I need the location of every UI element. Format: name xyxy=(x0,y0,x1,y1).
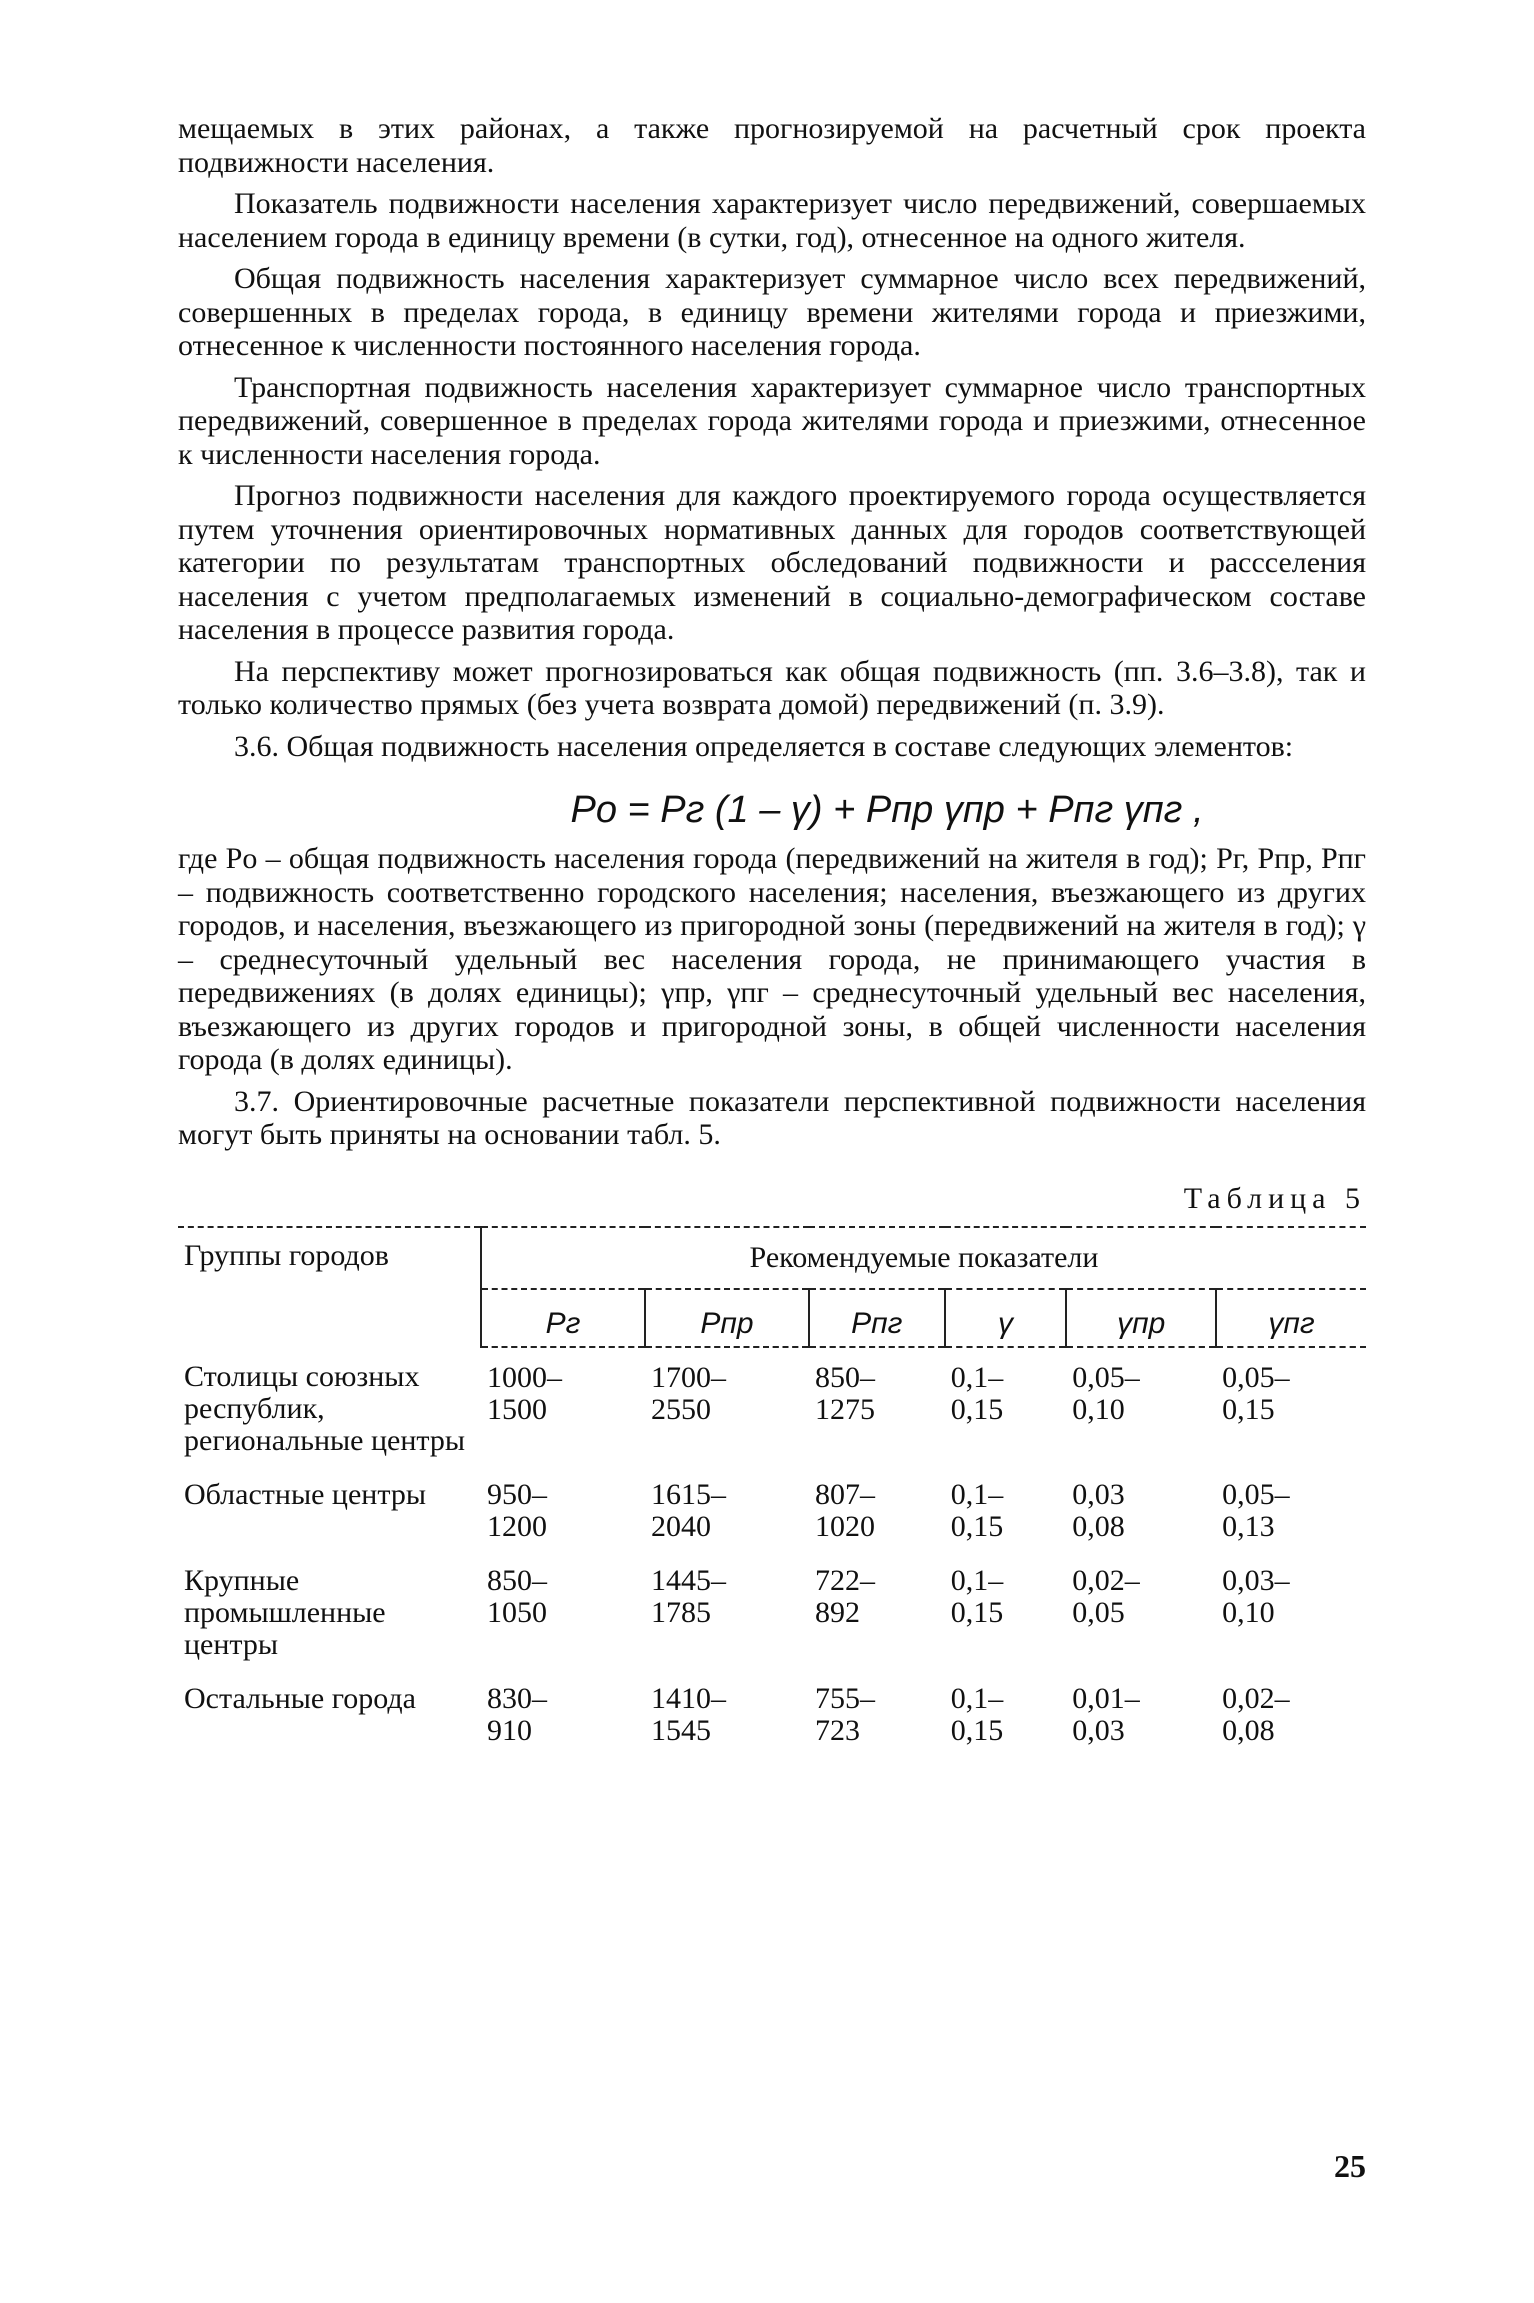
paragraph-continuation: мещаемых в этих районах, а также прогнозируемой на расчетный срок проекта подвижности населения. xyxy=(178,112,1366,179)
paragraph-perspective: На перспективу может прогнозироваться как общая подвижность (пп. 3.6–3.8), так и только количество прямых (без учета возврата домой) передвижений (п. 3.9). xyxy=(178,654,1366,721)
page-number: 25 xyxy=(1334,2148,1366,2184)
group-name: Крупные промышленные центры xyxy=(184,1563,386,1661)
table-cell: 830– 910 xyxy=(487,1681,547,1747)
symbol-header: γ xyxy=(945,1289,1067,1347)
table-cell: 0,03 0,08 xyxy=(1072,1477,1125,1543)
table-cell: 850– 1050 xyxy=(487,1563,547,1629)
paragraph-forecast: Прогноз подвижности населения для каждого проектируемого города осуществляется путем уточнения ориентировочных нормативных данных для городов соответствующей категории по результатам транспортных обследований подвижности и рассселения населения с учетом предполагаемых изменений в социально-демографическом составе населения в процессе развития города. xyxy=(178,479,1366,646)
table-cell: 850– 1275 xyxy=(814,1360,875,1426)
table-cell: 722– 892 xyxy=(814,1563,875,1629)
table-cell: 0,1– 0,15 xyxy=(950,1563,1004,1629)
table-row xyxy=(178,1665,1366,1751)
group-name: Областные центры xyxy=(184,1477,426,1511)
table-cell: 950– 1200 xyxy=(487,1477,547,1543)
paragraph-total-mobility: Общая подвижность населения характеризует суммарное число всех передвижений, совершенных в пределах города, в единицу времени жителями города и приезжими, отнесенное к численности постоянного населения города. xyxy=(178,262,1366,362)
table-cell: 755– 723 xyxy=(814,1681,875,1747)
table-cell: 0,03– 0,10 xyxy=(1222,1563,1290,1629)
paragraph-formula-legend: где Pо – общая подвижность населения города (передвижений на жителя в год); Pг, Pпр, Pпг – подвижность соответственно городского населения; населения, въезжающего из других городов, и населения, въезжающего из пригородной зоны (передвижений на жителя в год); γ – среднесуточный удельный вес населения города, не принимающего участия в передвижениях (в долях единицы); γпр, γпг – среднесуточный удельный вес населения, въезжающего из других городов и пригородной зоны, в общей численности населения города (в долях единицы). xyxy=(178,842,1366,1076)
symbol-header: Pпр xyxy=(645,1289,809,1347)
group-column-header: Группы городов xyxy=(178,1227,481,1347)
paragraph-mobility-indicator: Показатель подвижности населения характеризует число передвижений, совершаемых населением города в единицу времени (в сутки, год), отнесенное на одного жителя. xyxy=(178,187,1366,254)
symbol-header: γпг xyxy=(1216,1289,1366,1347)
mobility-formula: Pо = Pг (1 – γ) + Pпр γпр + Pпг γпг , xyxy=(570,789,1204,831)
paragraph-section-3-7: 3.7. Ориентировочные расчетные показатели перспективной подвижности населения могут быть приняты на основании табл. 5. xyxy=(178,1084,1366,1151)
table-row xyxy=(178,1547,1366,1665)
table-cell: 1615– 2040 xyxy=(650,1477,726,1543)
table-cell: 1700– 2550 xyxy=(650,1360,726,1426)
table-caption: Таблица 5 xyxy=(1183,1181,1366,1215)
symbol-header: γпр xyxy=(1066,1289,1216,1347)
table-cell: 0,05– 0,10 xyxy=(1072,1360,1140,1426)
paragraph-section-3-6: 3.6. Общая подвижность населения определяется в составе следующих элементов: xyxy=(234,729,1294,763)
table-cell: 0,02– 0,05 xyxy=(1072,1563,1140,1629)
table-cell: 807– 1020 xyxy=(814,1477,875,1543)
table-cell: 0,01– 0,03 xyxy=(1072,1681,1140,1747)
recommended-header: Рекомендуемые показатели xyxy=(481,1227,1366,1289)
table-cell: 0,1– 0,15 xyxy=(950,1360,1004,1426)
symbol-header: Pг xyxy=(481,1289,645,1347)
paragraph-transport-mobility: Транспортная подвижность населения характеризует суммарное число транспортных передвижений, совершенное в пределах города жителями города и приезжими, отнесенное к численности населения города. xyxy=(178,370,1366,471)
table-cell: 1445– 1785 xyxy=(650,1563,726,1629)
table-cell: 0,1– 0,15 xyxy=(950,1681,1004,1747)
table-cell: 1410– 1545 xyxy=(650,1681,726,1747)
table-cell: 0,05– 0,15 xyxy=(1222,1360,1290,1426)
group-name: Столицы союзных республик, региональные центры xyxy=(184,1359,466,1457)
symbol-header: Pпг xyxy=(809,1289,945,1347)
mobility-table xyxy=(178,1226,1366,1751)
document-page xyxy=(178,112,1366,1751)
table-row xyxy=(178,1461,1366,1547)
group-name: Остальные города xyxy=(184,1681,416,1715)
table-row xyxy=(178,1347,1366,1461)
table-cell: 0,02– 0,08 xyxy=(1222,1681,1290,1747)
table-cell: 0,1– 0,15 xyxy=(950,1477,1004,1543)
table-cell: 1000– 1500 xyxy=(487,1360,562,1426)
table-cell: 0,05– 0,13 xyxy=(1222,1477,1290,1543)
